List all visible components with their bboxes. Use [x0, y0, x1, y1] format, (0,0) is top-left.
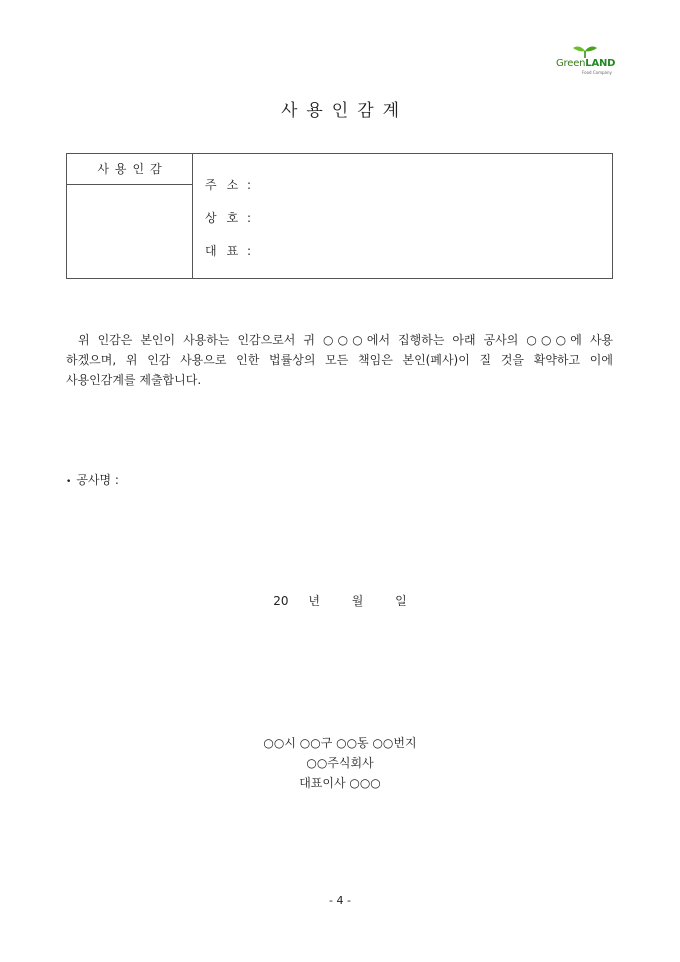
signer-ceo: 대표이사 ○○○ [299, 776, 381, 790]
seal-label: 사용인감 [67, 154, 193, 185]
seal-table [66, 153, 613, 279]
statement-paragraph [66, 330, 613, 390]
company-name-label: 상호 [205, 211, 249, 225]
statement-line-3: 사용인감계를 제출합니다. [66, 373, 202, 387]
project-name-label: 공사명 : [76, 473, 119, 487]
logo-wordmark [556, 58, 615, 69]
signer-company: ○○주식회사 [306, 756, 374, 770]
page-number: - 4 - [329, 894, 351, 907]
company-logo [552, 44, 616, 76]
company-name-colon: : [247, 211, 252, 225]
date-year: 20 [273, 594, 289, 608]
representative-field [205, 242, 251, 275]
logo-brand-right: LAND [585, 58, 616, 69]
document-title: 사용인감계 [280, 101, 409, 121]
address-field [205, 176, 251, 209]
date-line [0, 592, 680, 609]
date-day-unit: 일 [395, 594, 407, 608]
project-name-line [66, 471, 119, 488]
seal-stamp-area [67, 185, 193, 278]
sprout-icon [572, 44, 598, 58]
address-colon: : [247, 178, 252, 192]
statement-line-2: 하겠으며, 위 인감 사용으로 인한 법률상의 모든 책임은 본인(폐사)이 질 것을 확약하고 이에 [66, 353, 613, 367]
logo-tagline: Food Company [582, 70, 612, 75]
info-fields [205, 176, 251, 275]
address-label: 주소 [205, 178, 249, 192]
bullet-icon: • [66, 477, 72, 487]
signer-block [0, 733, 680, 793]
date-year-unit: 년 [308, 594, 320, 608]
company-name-field [205, 209, 251, 242]
representative-label: 대표 [205, 244, 249, 258]
representative-colon: : [247, 244, 252, 258]
statement-line-1: 위 인감은 본인이 사용하는 인감으로서 귀 ○○○에서 집행하는 아래 공사의 ○○○에 사용 [78, 333, 613, 347]
logo-brand-left: Green [556, 58, 586, 69]
signer-address: ○○시 ○○구 ○○동 ○○번지 [263, 736, 417, 750]
date-month-unit: 월 [351, 594, 364, 608]
